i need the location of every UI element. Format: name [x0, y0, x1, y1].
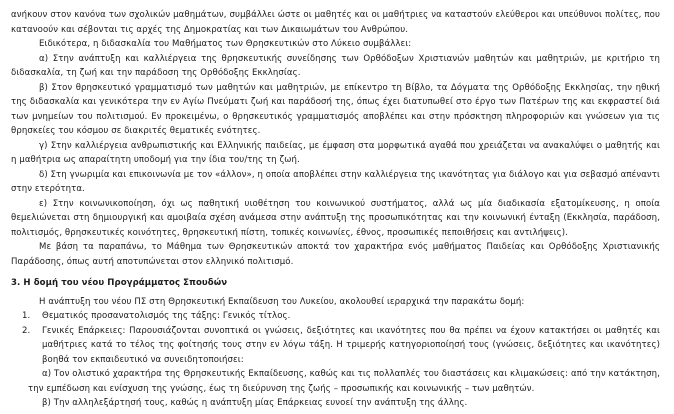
section-intro-paragraph: Η ανάπτυξη του νέου ΠΣ στη Θρησκευτική Εκπαίδευση του Λυκείου, ακολουθεί ιεραρχικά την παρακάτω δομή:	[39, 296, 525, 307]
paragraph-item-b: β) Στον θρησκευτικό γραμματισμό των μαθητών και μαθητριών, με επίκεντρο τη Βίβλο, τα Δόγματα της Ορθόδοξης Εκκλησίας, την ηθική της διδασκαλία και γενικότερα την εν Αγίω Πνεύματι ζωή και παράδοσή της, όπως έχει διατυπωθεί στο έργο των Πατέρων της και εκφραστεί διά των μνημείων του πολιτισμού. Εν προκειμένω, ο θρησκευτικός γραμματισμός αποβλέπει και στην πρόσκτηση πληροφοριών και γνώσεων για τις θρησκείες του κόσμου σε διακριτές θεματικές ενότητες.	[11, 82, 660, 136]
document-body	[11, 8, 660, 411]
list-item-2-text: Γενικές Επάρκειες: Παρουσιάζονται συνοπτικά οι γνώσεις, δεξιότητες και ικανότητες που θα πρέπει να έχουν κατακτήσει οι μαθητές και μαθήτριες κατά το τέλος της φοίτησής τους στην εν λόγω τάξη. Η τριμερής κατηγοριοποίησή τους (γνώσεις, δεξιότητες και ικανότητες) βοηθά τον εκπαιδευτικό να συνειδητοποιήσει:	[42, 325, 660, 365]
sub-item-b: β) Την αλληλεξάρτησή τους, καθώς η ανάπτυξη μίας Επάρκειας ευνοεί την ανάπτυξη της άλλης.	[42, 398, 468, 408]
paragraph-continuation-citizens: ανήκουν στον κανόνα των σχολικών μαθημάτων, συμβάλλει ώστε οι μαθητές και οι μαθήτριες να καταστούν ελεύθεροι και υπεύθυνοι πολίτες, που κατανοούν και σέβονται τις αρχές της Δημοκρατίας και των Δικαιωμάτων του Ανθρώπου.	[11, 10, 660, 35]
section-spacer-above	[11, 269, 660, 276]
list-item-1-text: Θεματικός προσανατολισμός της τάξης: Γενικός τίτλος.	[42, 311, 291, 321]
structure-numbered-list	[11, 309, 660, 367]
list-item-2-marker: 2.	[22, 325, 31, 336]
section-heading-3: 3. Η δομή του νέου Προγράμματος Σπουδών	[11, 278, 228, 288]
list-item-2	[11, 324, 660, 368]
list-item-1	[11, 309, 660, 324]
sub-item-a: α) Τον ολιστικό χαρακτήρα της Θρησκευτικής Εκπαίδευσης, καθώς και τις πολλαπλές του διαστάσεις και κλιμακώσεις: από την κατάκτηση, την εμπέδωση και ενίσχυση της γνώσης, έως τη διεύρυνση της ζωής – προσωπικής και κοινωνικής – των μαθητών.	[28, 369, 660, 394]
paragraph-item-a: α) Στην ανάπτυξη και καλλιέργεια της θρησκευτικής συνείδησης των Ορθόδοξων Χριστιανών μαθητών και μαθητριών, με κριτήριο τη διδασκαλία, τη ζωή και την παράδοση της Ορθόδοξης Εκκλησίας.	[11, 53, 660, 78]
paragraph-item-e: ε) Στην κοινωνικοποίηση, όχι ως παθητική υιοθέτηση του κοινωνικού συστήματος, αλλά ως μία διαδικασία εξατομίκευσης, η οποία θεμελιώνεται στη δημιουργική και αμοιβαία σχέση ανάμεσα στην ανάπτυξη της προσωπικότητας και την κοινωνική ένταξη (Εκκλησία, παράδοση, πολιτισμός, θρησκευτικές κοινότητες, θρησκευτική πίστη, τοπικές κοινωνίες, έθνος, προσωπικές πεποιθήσεις και αντιλήψεις).	[11, 198, 660, 238]
paragraph-item-d: δ) Στη γνωριμία και επικοινωνία με τον «άλλον», η οποία αποβλέπει στην καλλιέργεια της ικανότητας για διάλογο και για σεβασμό απέναντι στην ετερότητα.	[11, 169, 660, 194]
structure-sub-list	[11, 367, 660, 411]
paragraph-conclusion: Με βάση τα παραπάνω, το Μάθημα των Θρησκευτικών αποκτά τον χαρακτήρα ενός μαθήματος Παιδείας και Ορθόδοξης Χριστιανικής Παράδοσης, όπως αυτή αποτυπώνεται στον ελληνικό πολιτισμό.	[11, 242, 660, 267]
list-item-1-marker: 1.	[22, 311, 31, 321]
paragraph-item-c: γ) Στην καλλιέργεια ανθρωπιστικής και Ελληνικής παιδείας, με έμφαση στα μορφωτικά αγαθά που χρειάζεται να ανακαλύψει ο μαθητής και η μαθήτρια ως απαραίτητη υποδομή για την ίδια του/της τη ζωή.	[11, 140, 660, 165]
paragraph-eidikotera: Ειδικότερα, η διδασκαλία του Μαθήματος των Θρησκευτικών στο Λύκειο συμβάλλει:	[39, 39, 412, 49]
